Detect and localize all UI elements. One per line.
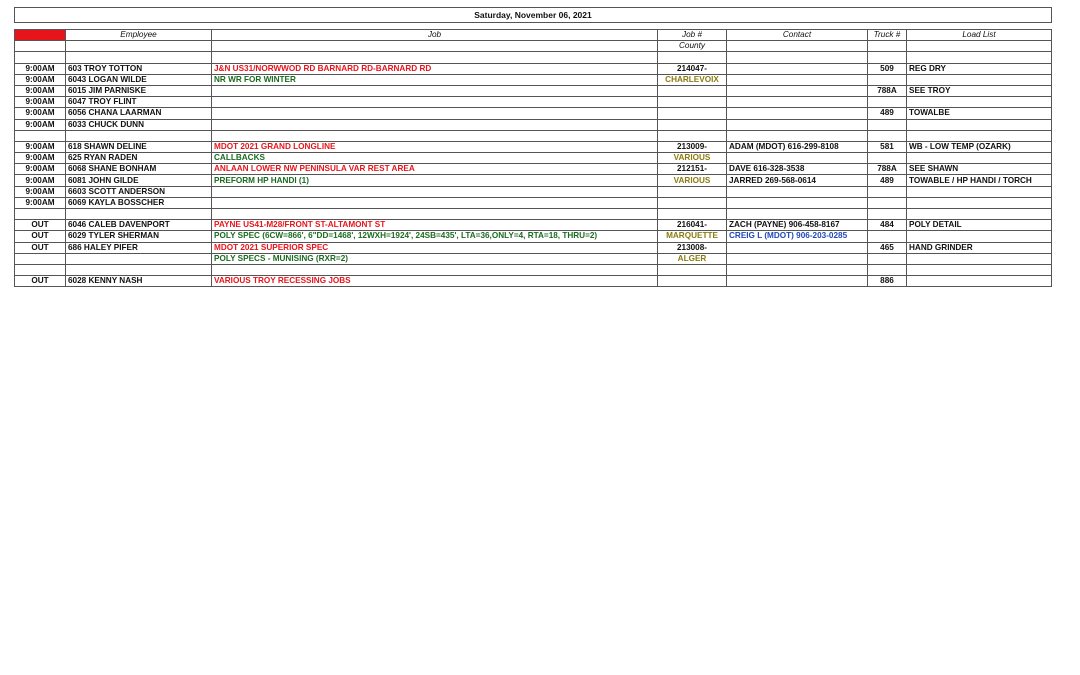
employee-cell: 603 TROY TOTTON: [66, 63, 212, 74]
table-row: [15, 209, 1052, 220]
contact-cell: [727, 74, 868, 85]
employee-cell: 6603 SCOTT ANDERSON: [66, 186, 212, 197]
truck-cell: [868, 253, 907, 264]
jobnum-cell: [658, 276, 727, 287]
jobnum-cell: [658, 108, 727, 119]
load-cell: [907, 119, 1052, 130]
contact-cell: [727, 264, 868, 275]
table-row: [15, 97, 1052, 108]
job-cell: MDOT 2021 SUPERIOR SPEC: [212, 242, 658, 253]
truck-cell: 465: [868, 242, 907, 253]
header-contact: Contact: [727, 30, 868, 41]
employee-cell: 625 RYAN RADEN: [66, 153, 212, 164]
load-cell: [907, 97, 1052, 108]
contact-cell: [727, 209, 868, 220]
load-cell: [907, 253, 1052, 264]
jobnum-cell: VARIOUS: [658, 153, 727, 164]
contact-cell: [727, 85, 868, 96]
truck-cell: [868, 119, 907, 130]
time-cell: 9:00AM: [15, 153, 66, 164]
load-cell: HAND GRINDER: [907, 242, 1052, 253]
truck-cell: [868, 231, 907, 242]
truck-cell: [868, 97, 907, 108]
time-cell: OUT: [15, 231, 66, 242]
load-cell: [907, 153, 1052, 164]
table-row: [15, 231, 1052, 242]
header-truck: Truck #: [868, 30, 907, 41]
time-cell: OUT: [15, 276, 66, 287]
jobnum-cell: [658, 85, 727, 96]
jobnum-cell: [658, 97, 727, 108]
truck-cell: [868, 52, 907, 63]
contact-cell: [727, 276, 868, 287]
truck-cell: 788A: [868, 85, 907, 96]
contact-cell: [727, 119, 868, 130]
load-cell: POLY DETAIL: [907, 220, 1052, 231]
contact-cell: [727, 108, 868, 119]
jobnum-cell: [658, 209, 727, 220]
time-cell: [15, 130, 66, 141]
time-cell: 9:00AM: [15, 85, 66, 96]
employee-cell: [66, 264, 212, 275]
table-row: [15, 276, 1052, 287]
header-jobnum: Job #: [658, 30, 727, 41]
employee-cell: 6043 LOGAN WILDE: [66, 74, 212, 85]
jobnum-cell: [658, 186, 727, 197]
gap-row: [15, 23, 1052, 30]
job-cell: PREFORM HP HANDI (1): [212, 175, 658, 186]
jobnum-cell: MARQUETTE: [658, 231, 727, 242]
truck-cell: 489: [868, 108, 907, 119]
load-cell: [907, 130, 1052, 141]
contact-cell: [727, 130, 868, 141]
employee-cell: 6069 KAYLA BOSSCHER: [66, 197, 212, 208]
contact-cell: [727, 63, 868, 74]
contact-cell: [727, 52, 868, 63]
schedule-sheet: [14, 7, 1051, 287]
time-cell: 9:00AM: [15, 119, 66, 130]
table-row: [15, 108, 1052, 119]
header-row-2: [15, 41, 1052, 52]
time-cell: 9:00AM: [15, 74, 66, 85]
job-cell: VARIOUS TROY RECESSING JOBS: [212, 276, 658, 287]
job-cell: ANLAAN LOWER NW PENINSULA VAR REST AREA: [212, 164, 658, 175]
table-row: [15, 253, 1052, 264]
employee-cell: [66, 130, 212, 141]
truck-cell: [868, 74, 907, 85]
job-cell: NR WR FOR WINTER: [212, 74, 658, 85]
employee-cell: [66, 52, 212, 63]
jobnum-cell: [658, 52, 727, 63]
employee-cell: 6033 CHUCK DUNN: [66, 119, 212, 130]
jobnum-cell: CHARLEVOIX: [658, 74, 727, 85]
load-cell: REG DRY: [907, 63, 1052, 74]
job-cell: J&N US31/NORWWOD RD BARNARD RD-BARNARD RD: [212, 63, 658, 74]
job-cell: POLY SPEC (6CW=866', 6"DD=1468', 12WXH=1924', 24SB=435', LTA=36,ONLY=4, RTA=18, THRU=2): [212, 231, 658, 242]
employee-cell: 6015 JIM PARNISKE: [66, 85, 212, 96]
truck-cell: [868, 153, 907, 164]
header-time: Time: [15, 30, 66, 41]
jobnum-cell: ALGER: [658, 253, 727, 264]
truck-cell: 509: [868, 63, 907, 74]
truck-cell: [868, 130, 907, 141]
truck-cell: 489: [868, 175, 907, 186]
table-row: [15, 85, 1052, 96]
table-row: [15, 153, 1052, 164]
time-cell: 9:00AM: [15, 108, 66, 119]
contact-cell: ADAM (MDOT) 616-299-8108: [727, 141, 868, 152]
job-cell: [212, 264, 658, 275]
table-row: [15, 52, 1052, 63]
contact-cell: ZACH (PAYNE) 906-458-8167: [727, 220, 868, 231]
contact-cell: JARRED 269-568-0614: [727, 175, 868, 186]
jobnum-cell: [658, 130, 727, 141]
employee-cell: 6029 TYLER SHERMAN: [66, 231, 212, 242]
load-cell: TOWALBE: [907, 108, 1052, 119]
load-cell: [907, 197, 1052, 208]
job-cell: [212, 130, 658, 141]
jobnum-cell: 216041-: [658, 220, 727, 231]
load-cell: [907, 209, 1052, 220]
employee-cell: 6047 TROY FLINT: [66, 97, 212, 108]
table-row: [15, 130, 1052, 141]
jobnum-cell: 212151-: [658, 164, 727, 175]
job-cell: POLY SPECS - MUNISING (RXR=2): [212, 253, 658, 264]
job-cell: [212, 197, 658, 208]
header-county: County: [658, 41, 727, 52]
job-cell: MDOT 2021 GRAND LONGLINE: [212, 141, 658, 152]
load-cell: WB - LOW TEMP (OZARK): [907, 141, 1052, 152]
table-row: [15, 197, 1052, 208]
table-row: [15, 164, 1052, 175]
time-cell: [15, 52, 66, 63]
load-cell: [907, 52, 1052, 63]
job-cell: [212, 186, 658, 197]
load-cell: SEE TROY: [907, 85, 1052, 96]
table-row: [15, 63, 1052, 74]
table-row: [15, 74, 1052, 85]
truck-cell: 581: [868, 141, 907, 152]
time-cell: 9:00AM: [15, 186, 66, 197]
table-row: [15, 264, 1052, 275]
load-cell: [907, 186, 1052, 197]
date-title: Saturday, November 06, 2021: [15, 8, 1052, 23]
contact-cell: CREIG L (MDOT) 906-203-0285: [727, 231, 868, 242]
truck-cell: [868, 197, 907, 208]
header-load: Load List: [907, 30, 1052, 41]
job-cell: [212, 108, 658, 119]
load-cell: TOWABLE / HP HANDI / TORCH: [907, 175, 1052, 186]
employee-cell: 6028 KENNY NASH: [66, 276, 212, 287]
load-cell: [907, 264, 1052, 275]
load-cell: [907, 231, 1052, 242]
employee-cell: [66, 253, 212, 264]
time-cell: [15, 209, 66, 220]
schedule-table: [14, 7, 1052, 287]
load-cell: [907, 74, 1052, 85]
time-cell: 9:00AM: [15, 97, 66, 108]
employee-cell: 6056 CHANA LAARMAN: [66, 108, 212, 119]
truck-cell: 788A: [868, 164, 907, 175]
job-cell: [212, 85, 658, 96]
employee-cell: 6081 JOHN GILDE: [66, 175, 212, 186]
employee-cell: 6046 CALEB DAVENPORT: [66, 220, 212, 231]
truck-cell: [868, 186, 907, 197]
jobnum-cell: [658, 264, 727, 275]
time-cell: 9:00AM: [15, 197, 66, 208]
employee-cell: 618 SHAWN DELINE: [66, 141, 212, 152]
jobnum-cell: 214047-: [658, 63, 727, 74]
jobnum-cell: [658, 119, 727, 130]
jobnum-cell: 213009-: [658, 141, 727, 152]
table-row: [15, 242, 1052, 253]
table-row: [15, 186, 1052, 197]
contact-cell: [727, 197, 868, 208]
jobnum-cell: [658, 197, 727, 208]
contact-cell: [727, 97, 868, 108]
table-row: [15, 175, 1052, 186]
contact-cell: [727, 253, 868, 264]
truck-cell: [868, 209, 907, 220]
contact-cell: DAVE 616-328-3538: [727, 164, 868, 175]
job-cell: CALLBACKS: [212, 153, 658, 164]
time-cell: 9:00AM: [15, 164, 66, 175]
jobnum-cell: 213008-: [658, 242, 727, 253]
employee-cell: 686 HALEY PIFER: [66, 242, 212, 253]
load-cell: [907, 276, 1052, 287]
job-cell: [212, 209, 658, 220]
time-cell: 9:00AM: [15, 141, 66, 152]
job-cell: PAYNE US41-M28/FRONT ST-ALTAMONT ST: [212, 220, 658, 231]
header-job: Job: [212, 30, 658, 41]
truck-cell: 484: [868, 220, 907, 231]
time-cell: OUT: [15, 242, 66, 253]
table-row: [15, 220, 1052, 231]
truck-cell: [868, 264, 907, 275]
employee-cell: [66, 209, 212, 220]
contact-cell: [727, 153, 868, 164]
time-cell: 9:00AM: [15, 63, 66, 74]
time-cell: OUT: [15, 220, 66, 231]
job-cell: [212, 52, 658, 63]
time-cell: 9:00AM: [15, 175, 66, 186]
job-cell: [212, 97, 658, 108]
truck-cell: 886: [868, 276, 907, 287]
time-cell: [15, 253, 66, 264]
header-row: [15, 30, 1052, 41]
contact-cell: [727, 242, 868, 253]
table-row: [15, 119, 1052, 130]
time-cell: [15, 264, 66, 275]
title-row: [15, 8, 1052, 23]
job-cell: [212, 119, 658, 130]
contact-cell: [727, 186, 868, 197]
load-cell: SEE SHAWN: [907, 164, 1052, 175]
table-row: [15, 141, 1052, 152]
header-employee: Employee: [66, 30, 212, 41]
employee-cell: 6068 SHANE BONHAM: [66, 164, 212, 175]
jobnum-cell: VARIOUS: [658, 175, 727, 186]
